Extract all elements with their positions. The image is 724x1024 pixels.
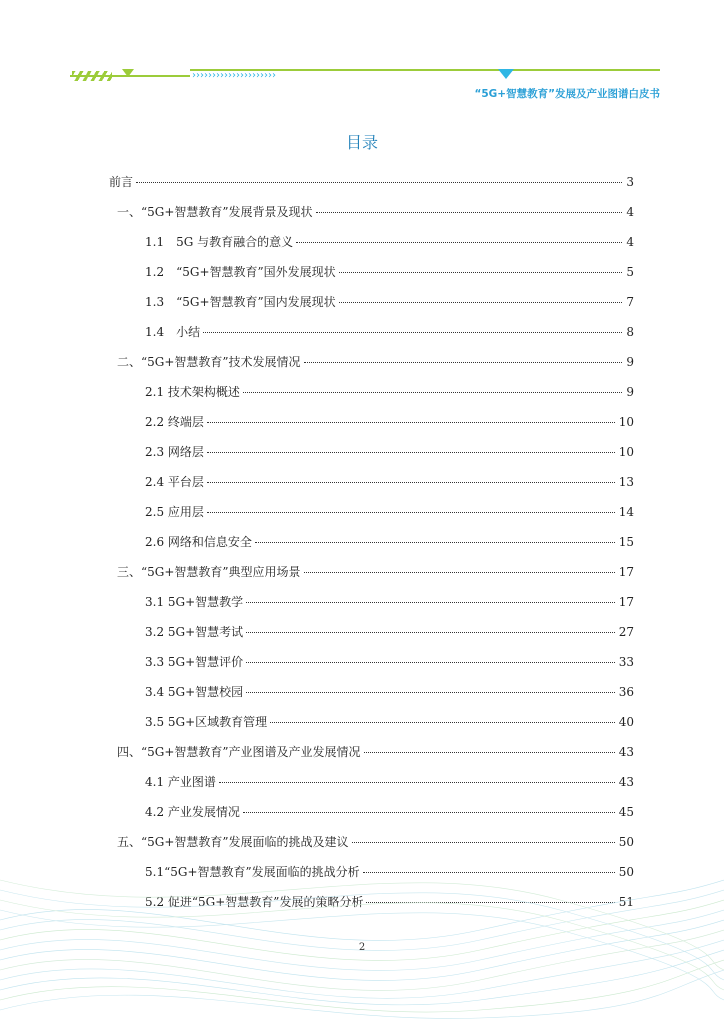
toc-entry[interactable] [145,681,634,701]
toc-entry[interactable] [117,351,634,371]
toc-entry-label: 5.2 促进“5G+智慧教育”发展的策略分析 [145,895,364,909]
toc-entry-label: 前言 [109,175,134,189]
toc-entry-page: 7 [626,295,634,309]
toc-leader-dots [136,168,622,183]
header-chevrons-decoration: ››››››››››››››››››››› [192,70,276,81]
toc-entry-label: 1.3 “5G+智慧教育”国内发展现状 [145,295,336,309]
toc-entry-page: 4 [626,235,634,249]
toc-entry-page: 50 [618,835,634,849]
toc-entry-page: 45 [618,805,634,819]
toc-leader-dots [296,228,622,243]
toc-entry-label: 4.2 产业发展情况 [145,805,240,819]
toc-entry-label: 1.4 小结 [145,325,201,339]
toc-leader-dots [364,738,615,753]
running-header-title: “5G+智慧教育”发展及产业图谱白皮书 [474,88,660,100]
toc-leader-dots [246,588,615,603]
toc-leader-dots [339,288,623,303]
toc-entry[interactable] [145,531,634,551]
toc-leader-dots [304,558,615,573]
toc-entry[interactable] [117,561,634,581]
toc-entry-label: 三、“5G+智慧教育”典型应用场景 [117,565,301,579]
toc-entry-page: 9 [626,355,634,369]
toc-entry-label: 4.1 产业图谱 [145,775,216,789]
toc-entry-page: 33 [618,655,634,669]
toc-leader-dots [270,708,615,723]
toc-entry[interactable] [145,621,634,641]
toc-entry-page: 3 [626,175,634,189]
toc-leader-dots [203,318,622,333]
toc-entry-page: 5 [626,265,634,279]
toc-entry-page: 43 [618,745,634,759]
toc-entry[interactable] [145,801,634,821]
toc-entry-page: 40 [618,715,634,729]
toc-entry[interactable] [145,651,634,671]
toc-leader-dots [246,648,615,663]
toc-entry-page: 17 [618,595,634,609]
toc-entry[interactable] [145,471,634,491]
toc-entry-page: 4 [626,205,634,219]
toc-entry-label: 2.6 网络和信息安全 [145,535,252,549]
toc-entry-label: 3.1 5G+智慧教学 [145,595,244,609]
toc-heading: 目录 [345,133,378,152]
toc-entry[interactable] [145,441,634,461]
header-green-triangle-icon [122,69,134,77]
toc-entry-label: 2.1 技术架构概述 [145,385,240,399]
toc-leader-dots [316,198,623,213]
toc-leader-dots [207,438,615,453]
toc-entry-page: 14 [618,505,634,519]
toc-entry-label: 3.3 5G+智慧评价 [145,655,244,669]
toc-entry-label: 3.2 5G+智慧考试 [145,625,244,639]
page-number: 2 [358,942,366,953]
toc-entry[interactable] [117,201,634,221]
toc-entry-label: 1.2 “5G+智慧教育”国外发展现状 [145,265,336,279]
toc-entry-label: 1.1 5G 与教育融合的意义 [145,235,294,249]
toc-leader-dots [207,498,615,513]
toc-entry-page: 15 [618,535,634,549]
toc-entry[interactable] [145,591,634,611]
toc-entry-label: 5.1“5G+智慧教育”发展面临的挑战分析 [145,865,360,879]
toc-entry-page: 51 [618,895,634,909]
toc-entry-page: 43 [618,775,634,789]
toc-entry-label: 2.2 终端层 [145,415,204,429]
toc-leader-dots [243,798,615,813]
toc-leader-dots [352,828,615,843]
toc-leader-dots [207,468,615,483]
toc-entry[interactable] [145,711,634,731]
toc-entry-page: 10 [618,445,634,459]
toc-entry[interactable] [117,831,634,851]
toc-entry[interactable] [145,771,634,791]
toc-leader-dots [219,768,615,783]
toc-entry-page: 50 [618,865,634,879]
toc-entry[interactable] [145,411,634,431]
toc-entry[interactable] [109,171,634,191]
toc-entry-label: 五、“5G+智慧教育”发展面临的挑战及建议 [117,835,349,849]
toc-entry-label: 一、“5G+智慧教育”发展背景及现状 [117,205,313,219]
toc-entry[interactable] [145,381,634,401]
toc-entry[interactable] [145,321,634,341]
toc-leader-dots [339,258,623,273]
toc-entry-label: 3.5 5G+区域教育管理 [145,715,268,729]
toc-entry-page: 8 [626,325,634,339]
toc-entry[interactable] [145,501,634,521]
toc-entry-page: 36 [618,685,634,699]
toc-entry[interactable] [145,261,634,281]
toc-entry-page: 27 [618,625,634,639]
toc-leader-dots [243,378,622,393]
toc-leader-dots [304,348,623,363]
toc-entry-page: 9 [626,385,634,399]
toc-leader-dots [246,678,615,693]
toc-leader-dots [207,408,615,423]
toc-entry-label: 2.5 应用层 [145,505,204,519]
header-blue-triangle-icon [498,69,514,79]
toc-entry-page: 10 [618,415,634,429]
toc-entry-page: 13 [618,475,634,489]
toc-entry[interactable] [145,231,634,251]
toc-entry[interactable] [117,741,634,761]
toc-entry-page: 17 [618,565,634,579]
toc-entry-label: 3.4 5G+智慧校园 [145,685,244,699]
toc-entry[interactable] [145,291,634,311]
toc-entry-label: 四、“5G+智慧教育”产业图谱及产业发展情况 [117,745,361,759]
toc-entry-label: 二、“5G+智慧教育”技术发展情况 [117,355,301,369]
toc-entry-label: 2.4 平台层 [145,475,204,489]
toc-leader-dots [255,528,615,543]
toc-leader-dots [246,618,615,633]
toc-entry-label: 2.3 网络层 [145,445,204,459]
